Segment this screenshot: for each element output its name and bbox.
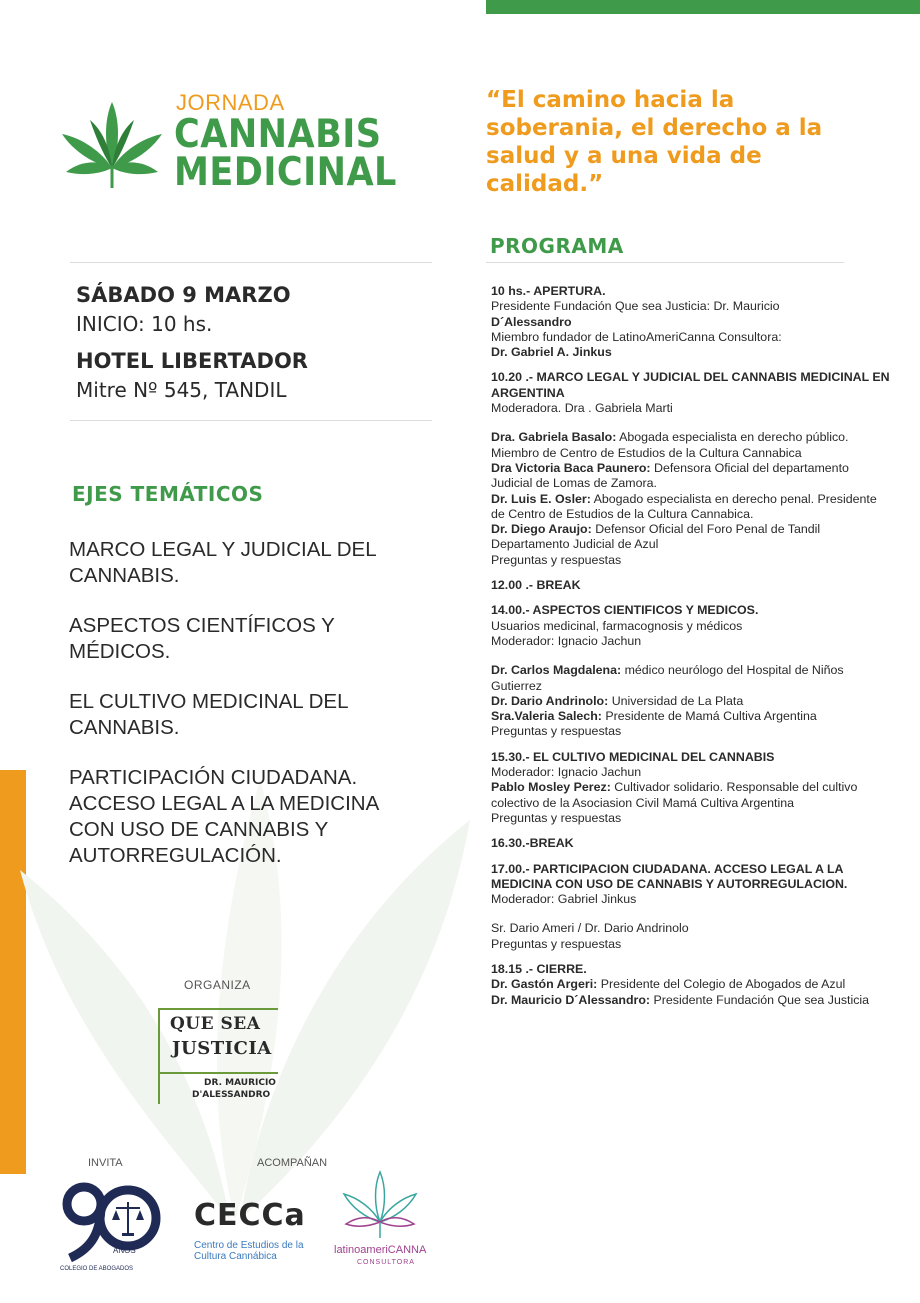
cannabis-leaf-icon [60, 98, 164, 190]
divider [70, 262, 432, 263]
program-line: D´Alessandro [491, 314, 572, 329]
speaker-role: Presidente Fundación Que sea Justicia [650, 992, 870, 1007]
speaker [491, 977, 891, 992]
speaker-name: Dr. Luis E. Osler: [491, 491, 591, 506]
program-section-marco-legal [491, 370, 891, 568]
speaker-role: Defensor Oficial del Foro Penal de Tandil Departamento Judicial de Azul [491, 522, 821, 552]
speaker [491, 492, 891, 523]
divider [70, 420, 432, 421]
event-date: SÁBADO 9 MARZO [76, 283, 291, 307]
section-title: 14.00.- ASPECTOS CIENTIFICOS Y MEDICOS. [491, 603, 759, 618]
speaker-role: Presidente de Mamá Cultiva Argentina [601, 709, 817, 724]
event-title [174, 112, 397, 195]
speaker-name: Sra.Valeria Salech: [491, 709, 602, 724]
program-line: Miembro fundador de LatinoAmeriCanna Consultora: [491, 329, 782, 344]
speaker-role: médico neurólogo del Hospital de Niños Gutierrez [491, 663, 844, 693]
invita-label: INVITA [88, 1157, 123, 1169]
section-title: 10 hs.- APERTURA. [491, 284, 606, 298]
acompanan-label: ACOMPAÑAN [257, 1157, 328, 1169]
section-title: 10.20 .- MARCO LEGAL Y JUDICIAL DEL CANNABIS MEDICINAL EN ARGENTINA [491, 370, 890, 400]
event-address: Mitre Nº 545, TANDIL [76, 378, 287, 402]
speaker-name: Dr. Dario Andrinolo: [491, 693, 609, 708]
logo-subtext-1: DR. MAURICIO [204, 1078, 276, 1088]
speaker-role: Abogado especialista en derecho penal. Presidente de Centro de Estudios de la Cultura Cannabica. [491, 491, 877, 521]
speaker-role: Defensora Oficial del departamento Judicial de Lomas de Zamora. [491, 460, 849, 491]
event-venue: HOTEL LIBERTADOR [76, 349, 308, 373]
speaker-name: Dr. Mauricio D´Alessandro: [491, 992, 651, 1007]
logo-subtext-2: D'ALESSANDRO [192, 1090, 271, 1100]
speaker [491, 430, 891, 461]
years-label: ANOS [113, 1246, 136, 1255]
speaker-role: Abogada especialista en derecho público. Miembro de Centro de Estudios de la Cultura Cannabica [491, 430, 849, 460]
qa-line: Preguntas y respuestas [491, 936, 622, 951]
speaker [491, 780, 891, 811]
speaker-name: Dra Victoria Baca Paunero: [491, 460, 651, 475]
colegio-name: COLEGIO DE ABOGADOS [60, 1266, 134, 1272]
speaker-name: Dra. Gabriela Basalo: [491, 430, 617, 445]
programa-heading: PROGRAMA [490, 234, 624, 258]
speaker [491, 461, 891, 492]
program-section-apertura [491, 284, 891, 360]
speaker-name: Dr. Carlos Magdalena: [491, 663, 622, 678]
que-sea-justicia-logo [158, 1008, 308, 1108]
moderator: Moderador: Gabriel Jinkus [491, 892, 637, 907]
section-title: 17.00.- PARTICIPACION CIUDADANA. ACCESO LEGAL A LA MEDICINA CON USO DE CANNABIS Y AUTORREGULACION. [491, 861, 848, 891]
ejes-heading: EJES TEMÁTICOS [72, 482, 264, 506]
speaker [491, 993, 891, 1008]
moderator: Moderador: Ignacio Jachun [491, 633, 642, 648]
qa-line: Preguntas y respuestas [491, 724, 622, 739]
cecca-logo-text: CECCa [194, 1198, 306, 1233]
spacer [491, 649, 891, 663]
qa-line: Preguntas y respuestas [491, 810, 622, 825]
spacer [491, 416, 891, 430]
speaker-role: Cultivador solidario. Responsable del cultivo colectivo de la Asociasion Civil Mamá Cultiva Argentina [491, 780, 858, 810]
speaker [491, 522, 891, 553]
top-accent-bar [486, 0, 920, 14]
latinoamericanna-name: latinoameriCANNA [334, 1244, 427, 1256]
section-title: 18.15 .- CIERRE. [491, 961, 587, 976]
speaker-role: Presidente del Colegio de Abogados de Azul [597, 977, 846, 992]
eje-item: PARTICIPACIÓN CIUDADANA. ACCESO LEGAL A LA MEDICINA CON USO DE CANNABIS Y AUTORREGULACIÓN. [69, 766, 379, 867]
break-2: 16.30.-BREAK [491, 836, 574, 851]
colegio-90-years-logo [62, 1182, 162, 1272]
eje-item: MARCO LEGAL Y JUDICIAL DEL CANNABIS. [69, 538, 376, 587]
section-title: 15.30.- EL CULTIVO MEDICINAL DEL CANNABIS [491, 749, 775, 764]
logo-text-line-2: JUSTICIA [172, 1038, 272, 1059]
program-line: Presidente Fundación Que sea Justicia: Dr. Mauricio [491, 299, 780, 314]
section-subtitle: Usuarios medicinal, farmacognosis y médicos [491, 618, 743, 633]
eje-item: EL CULTIVO MEDICINAL DEL CANNABIS. [69, 690, 348, 739]
programa-list [491, 284, 891, 1018]
speaker: Sr. Dario Ameri / Dr. Dario Andrinolo [491, 921, 689, 936]
event-title-line-1: CANNABIS [174, 112, 382, 157]
speaker-name: Dr. Gastón Argeri: [491, 977, 598, 992]
speaker [491, 663, 891, 694]
moderator: Moderador: Ignacio Jachun [491, 765, 642, 780]
program-section-participacion [491, 862, 891, 952]
divider [486, 262, 844, 263]
break-1: 12.00 .- BREAK [491, 578, 581, 593]
program-section-cierre [491, 962, 891, 1008]
program-section-aspectos [491, 603, 891, 739]
speaker [491, 709, 891, 724]
program-line: Dr. Gabriel A. Jinkus [491, 345, 612, 360]
program-section-cultivo [491, 750, 891, 826]
spacer [491, 907, 891, 921]
speaker-role: Universidad de La Plata [608, 693, 744, 708]
speaker-name: Pablo Mosley Perez: [491, 780, 611, 795]
qa-line: Preguntas y respuestas [491, 552, 622, 567]
logo-frame-tail [158, 1068, 180, 1104]
event-kicker: JORNADA [176, 90, 285, 115]
logo-text-line-1: QUE SEA [170, 1014, 261, 1034]
ejes-list [69, 537, 429, 893]
speaker-name: Dr. Diego Araujo: [491, 522, 592, 537]
event-start-time: INICIO: 10 hs. [76, 312, 213, 336]
moderator: Moderadora. Dra . Gabriela Marti [491, 401, 673, 416]
latinoamericanna-leaf-icon [342, 1168, 418, 1240]
event-quote: “El camino hacia la soberania, el derecho a la salud y a una vida de calidad.” [486, 87, 823, 197]
speaker [491, 694, 891, 709]
organiza-label: ORGANIZA [184, 978, 251, 992]
latinoamericanna-subtitle: CONSULTORA [357, 1259, 415, 1266]
eje-item: ASPECTOS CIENTÍFICOS Y MÉDICOS. [69, 614, 335, 663]
cecca-subtitle: Centro de Estudios de la Cultura Cannábica [194, 1240, 304, 1262]
event-title-line-2: MEDICINAL [174, 150, 397, 195]
